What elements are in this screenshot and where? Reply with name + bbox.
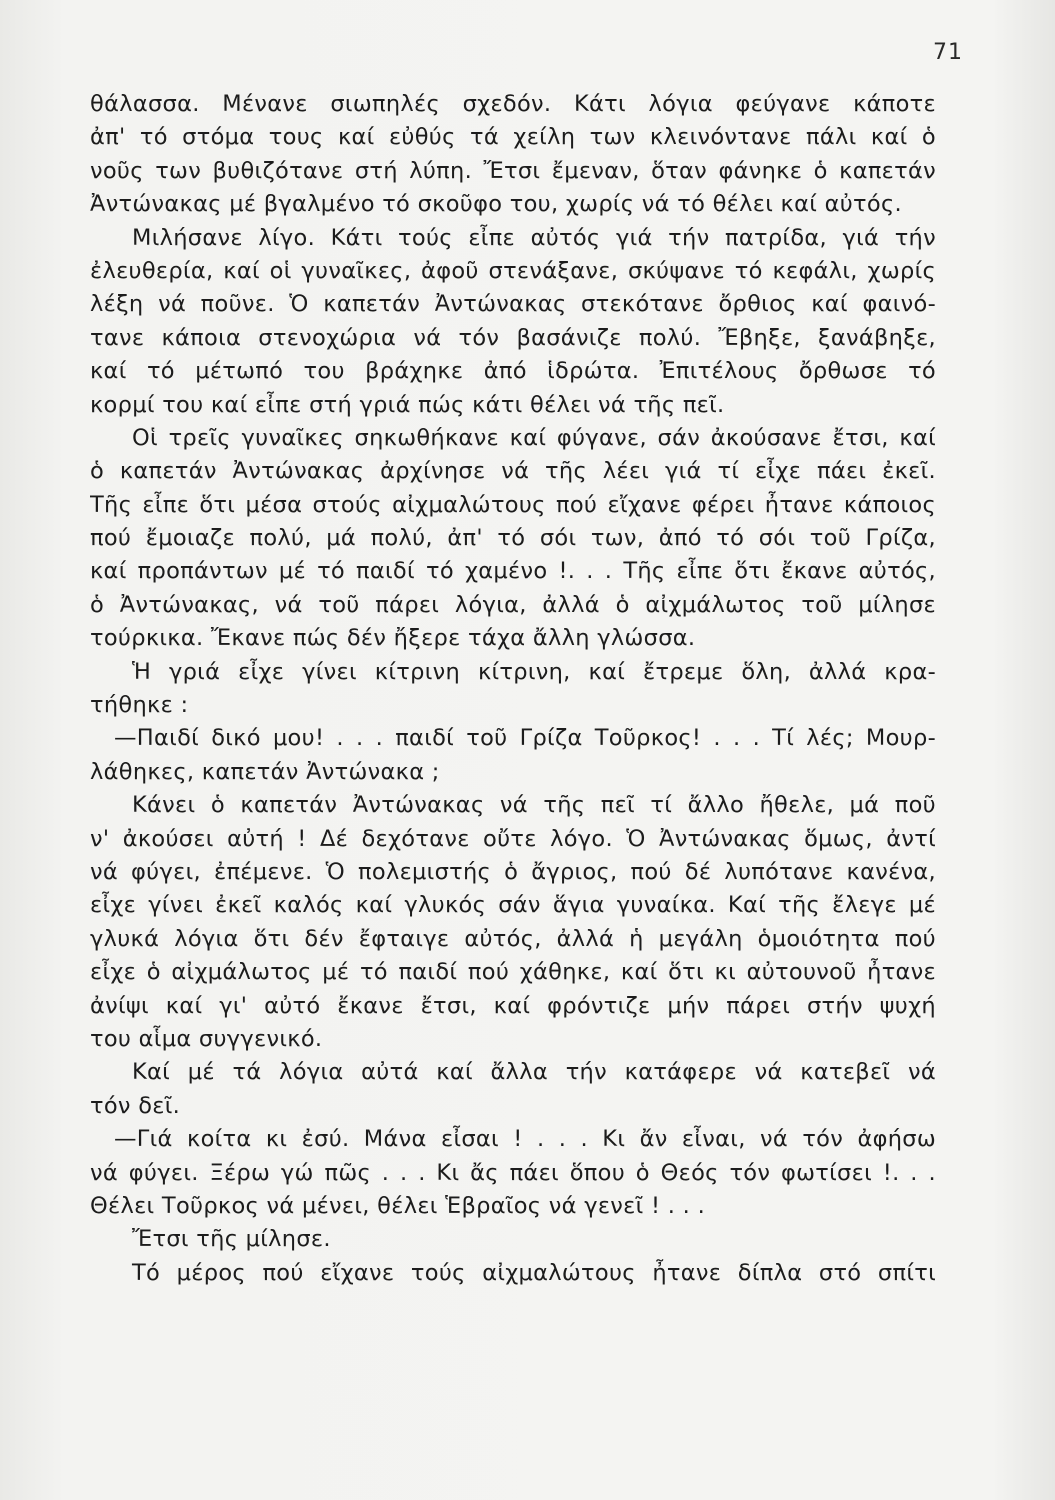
text-line: καί προπάντων μέ τό παιδί τό χαμένο !. . . Τῆς εἶπε ὅτι ἔκανε αὐτός, [90, 558, 936, 585]
text-line: Ἔτσι τῆς μίλησε. [132, 1226, 331, 1253]
text-line: Ἡ γριά εἶχε γίνει κίτρινη κίτρινη, καί ἔτρεμε ὅλη, ἀλλά κρα- [132, 658, 936, 685]
text-line: ἀπ' τό στόμα τους καί εὐθύς τά χείλη των κλεινόντανε πάλι καί ὁ [90, 124, 936, 151]
text-line: νά φύγει, ἐπέμενε. Ὁ πολεμιστής ὁ ἄγριος, πού δέ λυπότανε κανένα, [90, 858, 936, 885]
text-line: Καί μέ τά λόγια αὐτά καί ἄλλα τήν κατάφερε νά κατεβεῖ νά [132, 1059, 936, 1086]
text-line: τανε κάποια στενοχώρια νά τόν βασάνιζε πολύ. Ἔβηξε, ξανάβηξε, [90, 324, 936, 351]
text-line: Ἀντώνακας μέ βγαλμένο τό σκοῦφο του, χωρίς νά τό θέλει καί αὐτός. [90, 191, 902, 218]
text-line: Κάνει ὁ καπετάν Ἀντώνακας νά τῆς πεῖ τί ἄλλο ἤθελε, μά ποῦ [132, 792, 936, 819]
text-line: ὁ Ἀντώνακας, νά τοῦ πάρει λόγια, ἀλλά ὁ αἰχμάλωτος τοῦ μίλησε [90, 591, 936, 618]
text-line: τούρκικα. Ἔκανε πώς δέν ἤξερε τάχα ἄλλη γλώσσα. [90, 625, 696, 652]
text-line: τόν δεῖ. [90, 1092, 181, 1119]
body-text [90, 88, 936, 1290]
text-line: τήθηκε : [90, 692, 189, 719]
text-line: Τό μέρος πού εἴχανε τούς αἰχμαλώτους ἦτανε δίπλα στό σπίτι [132, 1259, 936, 1286]
text-line: νά φύγει. Ξέρω γώ πῶς . . . Κι ἄς πάει ὅπου ὁ Θεός τόν φωτίσει !. . . [90, 1159, 936, 1186]
text-line: λάθηκες, καπετάν Ἀντώνακα ; [90, 758, 440, 785]
text-line: ν' ἀκούσει αὐτή ! Δέ δεχότανε οὔτε λόγο. Ὁ Ἀντώνακας ὅμως, ἀντί [90, 825, 936, 852]
text-line: Μιλήσανε λίγο. Κάτι τούς εἶπε αὐτός γιά τήν πατρίδα, γιά τήν [132, 224, 936, 251]
text-line: —Γιά κοίτα κι ἐσύ. Μάνα εἶσαι ! . . . Κι ἄν εἶναι, νά τόν ἀφήσω [114, 1126, 936, 1153]
text-line: λέξη νά ποῦνε. Ὁ καπετάν Ἀντώνακας στεκότανε ὄρθιος καί φαινό- [90, 291, 936, 318]
text-line: ὁ καπετάν Ἀντώνακας ἀρχίνησε νά τῆς λέει γιά τί εἶχε πάει ἐκεῖ. [90, 458, 936, 485]
text-line: νοῦς των βυθιζότανε στή λύπη. Ἔτσι ἔμεναν, ὅταν φάνηκε ὁ καπετάν [90, 157, 936, 184]
text-line: ἀνίψι καί γι' αὐτό ἔκανε ἔτσι, καί φρόντιζε μήν πάρει στήν ψυχή [90, 992, 936, 1019]
text-line: πού ἔμοιαζε πολύ, μά πολύ, ἀπ' τό σόι των, ἀπό τό σόι τοῦ Γρίζα, [90, 525, 936, 552]
text-line: Οἱ τρεῖς γυναῖκες σηκωθήκανε καί φύγανε, σάν ἀκούσανε ἔτσι, καί [132, 424, 936, 451]
text-line: εἶχε ὁ αἰχμάλωτος μέ τό παιδί πού χάθηκε, καί ὅτι κι αὐτουνοῦ ἦτανε [90, 959, 936, 986]
text-line: κορμί του καί εἶπε στή γριά πώς κάτι θέλει νά τῆς πεῖ. [90, 391, 725, 418]
text-line: Τῆς εἶπε ὅτι μέσα στούς αἰχμαλώτους πού εἴχανε φέρει ἦτανε κάποιος [90, 491, 936, 518]
text-line: του αἷμα συγγενικό. [90, 1025, 323, 1052]
text-line: εἶχε γίνει ἐκεῖ καλός καί γλυκός σάν ἅγια γυναίκα. Καί τῆς ἔλεγε μέ [90, 892, 936, 919]
text-line: Θέλει Τοῦρκος νά μένει, θέλει Ἑβραῖος νά γενεῖ ! . . . [90, 1192, 706, 1219]
text-line: καί τό μέτωπό του βράχηκε ἀπό ἱδρώτα. Ἐπιτέλους ὄρθωσε τό [90, 358, 936, 385]
text-line: ἐλευθερία, καί οἱ γυναῖκες, ἀφοῦ στενάξανε, σκύψανε τό κεφάλι, χωρίς [90, 257, 936, 284]
text-line: γλυκά λόγια ὅτι δέν ἔφταιγε αὐτός, ἀλλά ἡ μεγάλη ὁμοιότητα πού [90, 925, 936, 952]
text-line: —Παιδί δικό μου! . . . παιδί τοῦ Γρίζα Τοῦρκος! . . . Τί λές; Μουρ- [114, 725, 936, 752]
page-number: 71 [933, 40, 963, 65]
text-line: θάλασσα. Μένανε σιωπηλές σχεδόν. Κάτι λόγια φεύγανε κάποτε [90, 91, 936, 117]
